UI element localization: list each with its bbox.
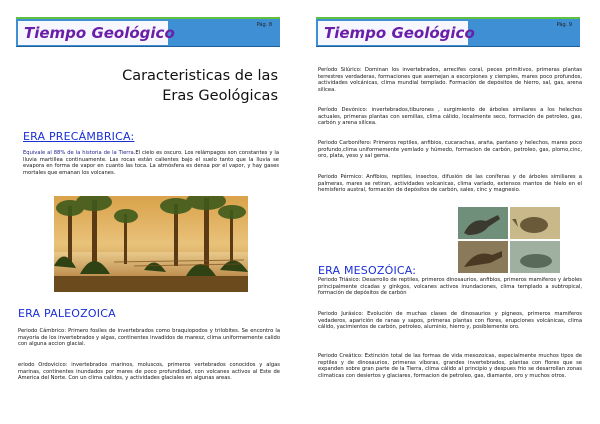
precambrian-text bbox=[23, 150, 279, 177]
banner-title: Tiempo Geológico bbox=[318, 21, 468, 45]
silurian-text: Período Silúrico: Dominan los invertebrados, arrecifes coral, peces primitivos, primeras plantas terrestres verdaderas, formaciones que asemejan a escorpiones y ciempies, mares poco profundos, actividades volcánicas, clima mundial templado. Formación de depósitos de hierro, sal, gas, arena silícea. bbox=[318, 67, 582, 94]
dinosaur-photo-collage bbox=[458, 207, 560, 273]
paleozoic-heading: ERA PALEOZOICA bbox=[18, 307, 116, 320]
precambrian-text-rest: .El cielo es oscuro. Los relámpagos son constantes y la lluvia martillea continuamente. Las rocas están calientes bajo el suelo tanto que la lluvia se evapora en forma de vapor en cuanto las toca. La atmósfera es densa por el vapor, y hay gases mortales que emanan los volcanes. bbox=[23, 150, 280, 177]
jurassic-text: Periodo Jurásico: Evolución de muchas clases de dinosaurios y pigneos, primeros mamiferos vedaderos, aparición de ranas y sapos, primeras plantas con flores, erupciones volcánicas, clima cálido, yacimientos de carbón, petroleo, aluminio, hierro y, posiblemente oro. bbox=[318, 311, 582, 331]
mesozoic-heading: ERA MESOZÓICA: bbox=[318, 264, 417, 277]
devonian-text: Período Devónico: invertebrados,tiburones , surgimiento de árboles similares a los helechos actuales, primeras plantas con semillas, clima cálido, localmente seco, formación de petroleo, gas, carbón y arena silícea. bbox=[318, 107, 582, 127]
cretaceous-text: Periodo Creático: Extinción total de las formas de vida mesozoicas, especialmente muchos tipos de reptiles y de dinosaurios, primeras víboras, grandes invertebrados, plantas con flores que se expanden sobre gran parte de la Tierra, clima cálido al principio y despues frio se desarrollan zonas climaticas con desiertos y glaciares, formacion de petroleo, gas, diamante, oro y muchos otros. bbox=[318, 353, 582, 380]
left-page-banner bbox=[16, 17, 280, 47]
cambrian-text: Periodo Cámbrico: Primero fosiles de invertebrados como braquiopodos y trilobites. Se encontro la mayoria de los invertebrados y algas, continentes invadidos de maresz, clima uniformemente calido con alguna accion glacial. bbox=[18, 328, 280, 348]
precambrian-heading: ERA PRECÁMBRICA: bbox=[23, 130, 135, 143]
carboniferous-text: Periodo Carbonífero: Primeros reptiles, anfibios, cucarachas, araña, pantano y helechos, mares poco profundo,clima uniformemente yemlado y húmedo, formacion de carbón, petroleo, gas, plomo,cinc, oro, plata, yeso y sal gema. bbox=[318, 140, 582, 160]
right-page-banner bbox=[316, 17, 580, 47]
page-title-line-2: Eras Geológicas bbox=[162, 88, 278, 104]
precambrian-swamp-illustration bbox=[54, 196, 248, 292]
triassic-text: Periodo Triásico: Desarrollo de reptiles, primeros dinosaurios, anfibios, primeros mamiferos y árboles principalmente cicadas y ginkgos, volcanes activos inundaciones, clima templado a subtropical, formación de depósitos de carbón bbox=[318, 277, 582, 297]
precambrian-text-lead: Equivale al 88% de la historia de la Tierra bbox=[23, 150, 134, 156]
page-number: Pág. 9 bbox=[556, 22, 572, 28]
page-title bbox=[58, 66, 278, 106]
banner-title: Tiempo Geológico bbox=[18, 21, 168, 45]
ordovician-text: eriodo Ordovicico: invertebrados marinos, moluscos, primeros vertebrados conocidos y algas marinas, continentes inundados por mares de poco profundidad, con volcanes activos al Este de America del Norte. Con un clima calidos, y actividades glaciales en algunas areas. bbox=[18, 362, 280, 382]
page-number: Pág. 8 bbox=[256, 22, 272, 28]
page-title-line-1: Caracteristicas de las bbox=[122, 68, 278, 84]
permian-text: Periodo Pérmico: Anfibios, reptiles, insectos, difusión de las coníferas y de árboles similiares a palmeras, mares se retiran, actividades volcanicas, clima variado, extensos mantos de hielo en el hemisferio austral, formación de depósitos de carbón, sales, cinc y magnesio. bbox=[318, 174, 582, 194]
